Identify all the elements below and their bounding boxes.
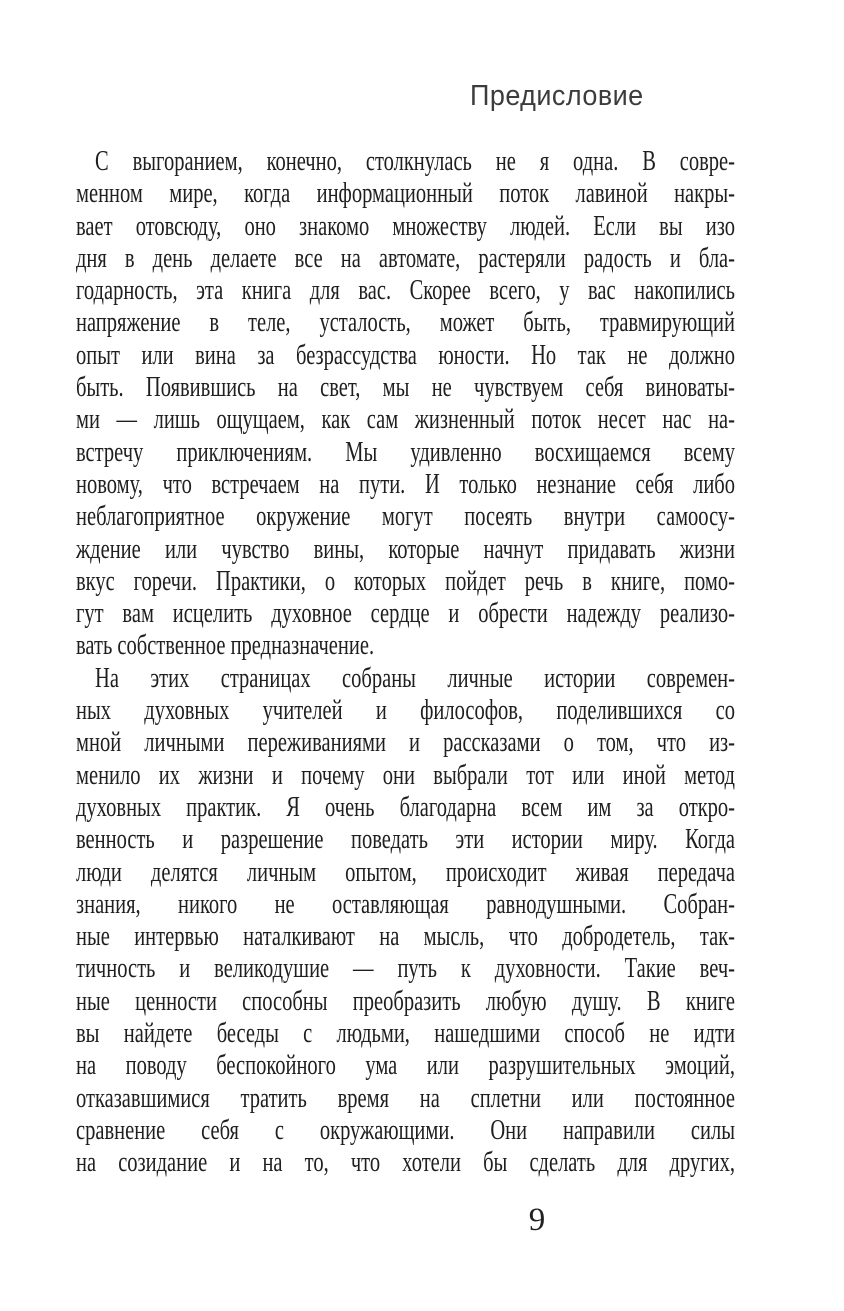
text-line: С выгоранием, конечно, столкнулась не я одна. В совре-: [95, 146, 735, 177]
text-line: ные интервью наталкивают на мысль, что добродетель, так-: [76, 921, 735, 953]
text-line: гут вам исцелить духовное сердце и обрести надежду реализо-: [76, 598, 735, 630]
text-line: менном мире, когда информационный поток лавиной накры-: [76, 178, 735, 210]
text-line: менило их жизни и почему они выбрали тот или иной метод: [76, 759, 735, 791]
body-text: [76, 146, 735, 1180]
text-line: на поводу беспокойного ума или разрушительных эмоций,: [76, 1050, 735, 1082]
text-line: знания, никого не оставляющая равнодушными. Собран-: [76, 888, 735, 920]
text-line: люди делятся личным опытом, происходит живая передача: [76, 856, 735, 888]
text-line: неблагоприятное окружение могут посеять внутри самоосу-: [76, 501, 735, 533]
text-line: вкус горечи. Практики, о которых пойдет речь в книге, помо-: [76, 565, 735, 597]
text-line: ждение или чувство вины, которые начнут придавать жизни: [76, 533, 735, 565]
text-line: годарность, эта книга для вас. Скорее всего, у вас накопились: [76, 275, 735, 307]
text-line: вает отовсюду, оно знакомо множеству людей. Если вы изо: [76, 210, 735, 242]
text-line: дня в день делаете все на автомате, растеряли радость и бла-: [76, 242, 735, 274]
text-line: ные ценности способны преобразить любую душу. В книге: [76, 985, 735, 1017]
text-line: ных духовных учителей и философов, поделившихся со: [76, 695, 735, 727]
text-line: венность и разрешение поведать эти истории миру. Когда: [76, 824, 735, 856]
text-line: опыт или вина за безрассудства юности. Но так не должно: [76, 339, 735, 371]
text-line: напряжение в теле, усталость, может быть, травмирующий: [76, 307, 735, 339]
text-line: быть. Появившись на свет, мы не чувствуем себя виноваты-: [76, 372, 735, 404]
text-line: встречу приключениям. Мы удивленно восхищаемся всему: [76, 436, 735, 468]
text-line: сравнение себя с окружающими. Они направили силы: [76, 1114, 735, 1146]
text-line: тичность и великодушие — путь к духовности. Такие веч-: [76, 953, 735, 985]
text-line: ми — лишь ощущаем, как сам жизненный поток несет нас на-: [76, 404, 735, 436]
page-number: 9: [528, 1202, 546, 1238]
text-line: мной личными переживаниями и рассказами о том, что из-: [76, 727, 735, 759]
text-line: отказавшимися тратить время на сплетни или постоянное: [76, 1082, 735, 1114]
text-line: вы найдете беседы с людьми, нашедшими способ не идти: [76, 1018, 735, 1050]
chapter-heading: Предисловие: [470, 80, 644, 112]
text-line: на созидание и на то, что хотели бы сделать для других,: [76, 1147, 735, 1179]
text-line: духовных практик. Я очень благодарна всем им за откро-: [76, 791, 735, 823]
text-line: новому, что встречаем на пути. И только незнание себя либо: [76, 468, 735, 500]
text-line: На этих страницах собраны личные истории современ-: [95, 662, 735, 694]
text-line: вать собственное предназначение.: [76, 630, 375, 662]
